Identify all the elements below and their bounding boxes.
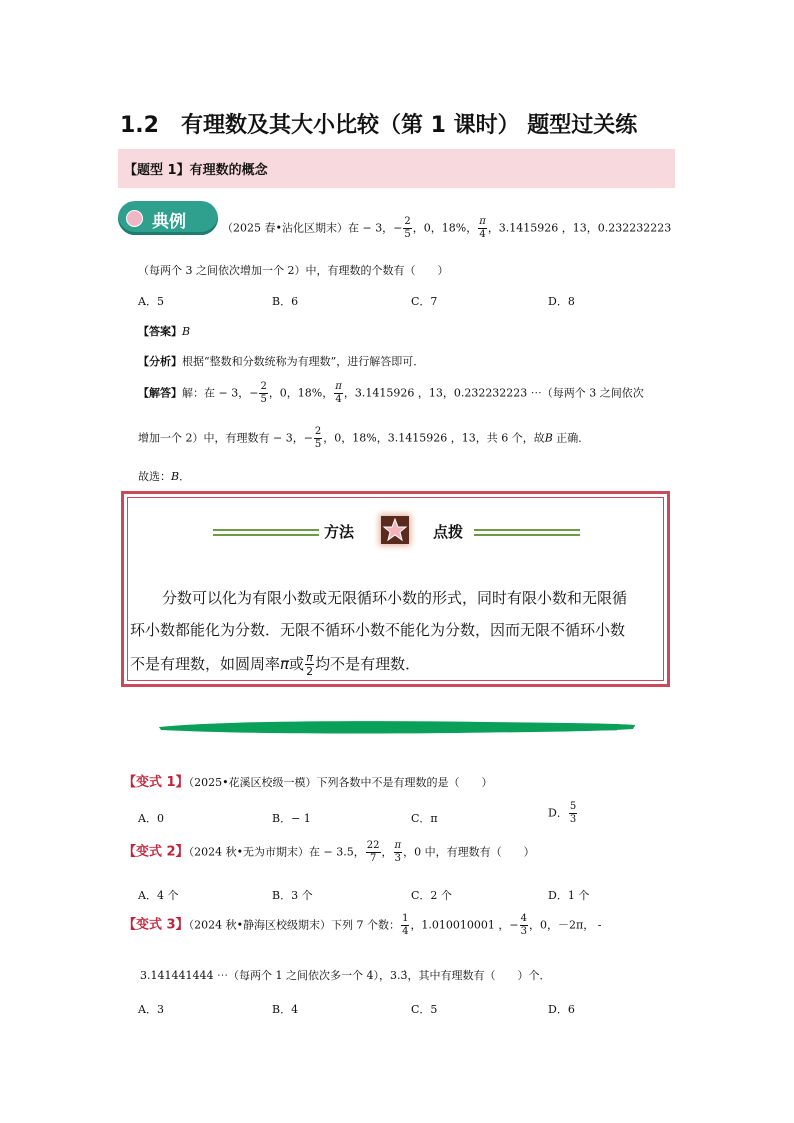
example-tail: ，3.1415926 ，13，0.232232223 xyxy=(487,221,672,235)
numerator: 2 xyxy=(314,426,322,437)
fraction xyxy=(401,913,409,938)
option-b: B．4 xyxy=(272,1003,299,1016)
variant-text: （2024 秋•静海区校级期末）下列 7 个数： xyxy=(188,918,401,932)
denominator: 5 xyxy=(260,394,267,405)
fraction xyxy=(259,381,267,406)
answer-label: 【答案】 xyxy=(138,325,182,338)
numerator: 5 xyxy=(569,801,577,812)
numerator: 2 xyxy=(260,381,267,392)
bullet-icon xyxy=(126,210,143,227)
option-d: D．1 个 xyxy=(548,889,590,902)
divider-left xyxy=(213,529,319,536)
answer-line xyxy=(138,323,190,339)
variant-label: 【变式 2】 xyxy=(123,844,189,860)
option-d: D．8 xyxy=(548,295,575,308)
denominator: 5 xyxy=(404,229,411,240)
numerator: π xyxy=(479,216,486,227)
option-c: C．7 xyxy=(411,295,438,308)
option-d xyxy=(548,801,578,826)
fraction xyxy=(334,381,343,406)
solution-text: 增加一个 2）中，有理数有 − 3， xyxy=(138,431,304,445)
method-text: 不是有理数，如圆周率 xyxy=(130,655,281,673)
option-a: A．4 个 xyxy=(138,889,179,902)
denominator: 3 xyxy=(569,814,577,825)
numerator: 2 xyxy=(404,216,411,227)
divider-right xyxy=(474,529,580,536)
conclusion-text: 故选： xyxy=(138,470,171,483)
fraction xyxy=(569,801,577,826)
variant-3-question xyxy=(123,913,601,938)
solution-text: ，0，18%， xyxy=(268,386,334,400)
analysis-label: 【分析】 xyxy=(138,355,182,368)
minus-sign: − xyxy=(303,431,313,445)
option-c: C．2 个 xyxy=(411,889,452,902)
numerator: π xyxy=(394,840,402,851)
numerator: 4 xyxy=(520,913,528,924)
option-a: A．3 xyxy=(138,1003,164,1016)
variant-text: （2024 秋•无为市期末）在 − 3.5， xyxy=(188,845,365,859)
variant-text: （2025•花溪区校级一模）下列各数中不是有理数的是（ ） xyxy=(188,776,493,789)
conclusion-choice: B xyxy=(171,470,180,483)
solution-text: ，3.1415926 ，13，0.232232223 ⋯（每两个 3 之间依次 xyxy=(343,386,644,400)
denominator: 7 xyxy=(369,853,377,864)
fraction xyxy=(394,840,403,865)
denominator: 4 xyxy=(479,229,486,240)
fraction xyxy=(314,426,322,451)
section-title: 【题型 1】有理数的概念 xyxy=(124,163,268,178)
denominator: 2 xyxy=(306,665,314,678)
example-badge-label: 典例 xyxy=(152,212,186,232)
option-d: D．6 xyxy=(548,1003,575,1016)
option-d-label: D． xyxy=(548,806,568,820)
numerator: 22 xyxy=(366,840,380,851)
minus-sign: − xyxy=(393,221,403,235)
method-text: 或 xyxy=(289,655,305,673)
conclusion-line xyxy=(138,468,190,484)
option-b: B．6 xyxy=(272,295,299,308)
denominator: 3 xyxy=(394,853,401,864)
option-b: B．3 个 xyxy=(272,889,313,902)
numerator: π xyxy=(306,651,313,664)
example-mid: ，0，18%， xyxy=(412,221,478,235)
solution-choice: B xyxy=(544,431,553,445)
solution-text: 解：在 − 3， xyxy=(182,386,250,400)
fraction xyxy=(305,651,314,678)
brush-divider xyxy=(157,719,637,735)
method-title-right: 点拨 xyxy=(433,523,464,541)
numerator: π xyxy=(335,381,342,392)
minus-sign: − xyxy=(249,386,259,400)
variant-1-question xyxy=(123,771,493,790)
example-source: （2025 春•沾化区期末）在 − 3， xyxy=(222,221,394,235)
option-c: C．5 xyxy=(411,1003,438,1016)
variant-label: 【变式 3】 xyxy=(123,917,189,933)
variant-text: ，0 中，有理数有（ ） xyxy=(403,845,535,859)
fraction xyxy=(520,913,528,938)
denominator: 4 xyxy=(402,926,409,937)
option-c: C．π xyxy=(411,812,438,825)
variant-label: 【变式 1】 xyxy=(123,775,189,790)
analysis-text: 根据“整数和分数统称为有理数”，进行解答即可． xyxy=(182,355,425,368)
variant-2-question: 【变式 2】（2024 秋•无为市期末）在 − 3.5， $\frac{22}{7}$ ， $\frac{\pi}{3}$ ，0 中，有理数有（ ） xyxy=(123,840,535,864)
fraction xyxy=(366,840,381,865)
variant-text: ，0，－2π， - xyxy=(529,918,602,932)
star-icon-shape xyxy=(381,516,409,544)
method-text: 均不是有理数． xyxy=(315,655,421,673)
variant-text: ，1.010010001 ，− xyxy=(410,918,519,932)
option-a: A．5 xyxy=(138,295,164,308)
option-b: B．− 1 xyxy=(272,812,311,825)
example-badge xyxy=(118,201,218,235)
solution-text: ，0，18%，3.1415926 ，13，共 6 个，故 xyxy=(323,431,545,445)
conclusion-text: ． xyxy=(179,470,191,483)
denominator: 3 xyxy=(520,926,528,937)
variant-3-question-line2: 3.141441444 ⋯（每两个 1 之间依次多一个 4），3.3̇，其中有理数有（ ）个． xyxy=(140,969,551,982)
solution-text: 正确． xyxy=(552,431,590,445)
method-text-line1: 分数可以化为有限小数或无限循环小数的形式，同时有限小数和无限循 xyxy=(162,589,628,607)
solution-line2 xyxy=(138,426,589,451)
pi-symbol: π xyxy=(280,655,290,673)
option-a: A．0 xyxy=(138,812,164,825)
method-title-left: 方法 xyxy=(324,523,355,541)
example-question-line1 xyxy=(222,216,671,241)
solution-label: 【解答】 xyxy=(138,386,182,400)
star-icon xyxy=(381,516,409,544)
denominator: 5 xyxy=(314,439,322,450)
section-header xyxy=(118,149,675,188)
page-title: 1.2 有理数及其大小比较（第 1 课时） 题型过关练 xyxy=(120,113,638,138)
answer-value: B xyxy=(182,325,191,338)
numerator: 1 xyxy=(402,913,409,924)
method-text-line3 xyxy=(130,651,420,678)
fraction xyxy=(478,216,487,241)
example-question-line2: （每两个 3 之间依次增加一个 2）中，有理数的个数有（ ） xyxy=(138,264,449,277)
analysis-line xyxy=(138,353,424,369)
method-text-line2: 环小数都能化为分数．无限不循环小数不能化为分数，因而无限不循环小数 xyxy=(130,621,626,639)
denominator: 4 xyxy=(335,394,342,405)
fraction xyxy=(403,216,411,241)
solution-line1 xyxy=(138,381,644,406)
